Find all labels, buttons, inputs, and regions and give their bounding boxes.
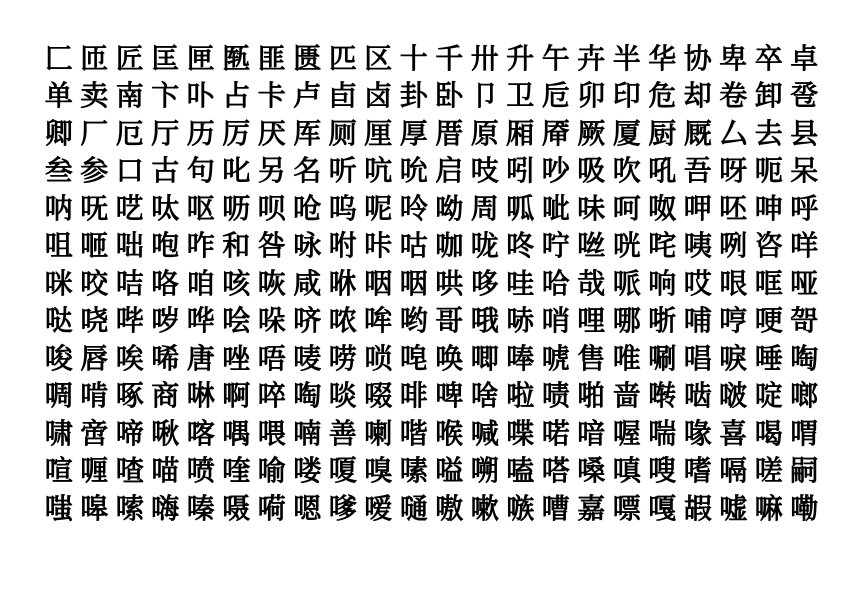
glyph-cell: 嗟 <box>754 454 783 488</box>
glyph-cell: 哚 <box>257 304 286 338</box>
glyph-cell: 危 <box>648 79 677 113</box>
glyph-cell: 呜 <box>328 191 357 225</box>
glyph-cell: 吼 <box>648 154 677 188</box>
glyph-cell: 哑 <box>790 266 819 300</box>
glyph-cell: 厉 <box>222 116 251 150</box>
glyph-cell: 呢 <box>364 191 393 225</box>
glyph-cell: 啼 <box>115 416 144 450</box>
glyph-cell: 喉 <box>435 416 464 450</box>
glyph-cell: 哓 <box>80 304 109 338</box>
glyph-cell: 厍 <box>293 116 322 150</box>
glyph-cell: 咛 <box>541 229 570 263</box>
glyph-cell: 卯 <box>577 79 606 113</box>
glyph-cell: 呛 <box>293 191 322 225</box>
glyph-cell: 匚 <box>44 41 73 75</box>
glyph-cell: 唳 <box>719 341 748 375</box>
glyph-cell: 厄 <box>115 116 144 150</box>
glyph-cell: 啥 <box>470 379 499 413</box>
glyph-cell: 卦 <box>399 79 428 113</box>
glyph-cell: 味 <box>577 191 606 225</box>
glyph-cell: 哦 <box>470 304 499 338</box>
glyph-cell: 厣 <box>541 116 570 150</box>
glyph-cell: 和 <box>222 229 251 263</box>
glyph-cell: 卑 <box>719 41 748 75</box>
glyph-cell: 吸 <box>577 154 606 188</box>
glyph-cell: 咨 <box>754 229 783 263</box>
glyph-cell: 吲 <box>506 154 535 188</box>
glyph-cell: 咂 <box>80 229 109 263</box>
glyph-cell: 呀 <box>719 154 748 188</box>
glyph-cell: 匹 <box>328 41 357 75</box>
glyph-cell: 嗓 <box>577 454 606 488</box>
glyph-cell: 卢 <box>293 79 322 113</box>
glyph-cell: 喀 <box>186 416 215 450</box>
glyph-cell: 哄 <box>435 266 464 300</box>
glyph-cell: 咱 <box>186 266 215 300</box>
glyph-cell: 哒 <box>44 304 73 338</box>
glyph-cell: 咏 <box>293 229 322 263</box>
glyph-cell: 启 <box>435 154 464 188</box>
glyph-cell: 卧 <box>435 79 464 113</box>
glyph-cell: 哺 <box>683 304 712 338</box>
glyph-cell: 厕 <box>328 116 357 150</box>
glyph-cell: 啵 <box>719 379 748 413</box>
glyph-cell: 喧 <box>44 454 73 488</box>
glyph-cell: 啃 <box>80 379 109 413</box>
glyph-cell: 叱 <box>222 154 251 188</box>
glyph-cell: 啪 <box>577 379 606 413</box>
glyph-cell: 咆 <box>151 229 180 263</box>
glyph-cell: 卣 <box>328 79 357 113</box>
glyph-cell: 去 <box>754 116 783 150</box>
glyph-cell: 呲 <box>541 191 570 225</box>
glyph-cell: 喑 <box>577 416 606 450</box>
glyph-cell: 单 <box>44 79 73 113</box>
glyph-cell: 升 <box>506 41 535 75</box>
glyph-cell: 啉 <box>186 379 215 413</box>
glyph-cell: 咣 <box>612 229 641 263</box>
glyph-cell: 商 <box>151 379 180 413</box>
glyph-cell: 喵 <box>151 454 180 488</box>
glyph-cell: 咩 <box>790 229 819 263</box>
glyph-cell: 啕 <box>293 379 322 413</box>
glyph-cell: 唪 <box>506 341 535 375</box>
glyph-grid <box>41 40 821 528</box>
glyph-cell: 唇 <box>80 341 109 375</box>
glyph-cell: 占 <box>222 79 251 113</box>
glyph-cell: 咋 <box>186 229 215 263</box>
glyph-cell: 啦 <box>506 379 535 413</box>
glyph-cell: 另 <box>257 154 286 188</box>
glyph-cell: 呸 <box>719 191 748 225</box>
glyph-cell: 喝 <box>754 416 783 450</box>
glyph-cell: 古 <box>151 154 180 188</box>
glyph-cell: 厶 <box>719 116 748 150</box>
glyph-cell: 哪 <box>612 304 641 338</box>
glyph-cell: 听 <box>328 154 357 188</box>
glyph-cell: 嗖 <box>648 454 677 488</box>
glyph-cell: 嗜 <box>683 454 712 488</box>
glyph-cell: 呷 <box>683 191 712 225</box>
glyph-cell: 嘏 <box>683 491 712 525</box>
glyph-cell: 卓 <box>790 41 819 75</box>
glyph-cell: 嘘 <box>719 491 748 525</box>
glyph-cell: 卸 <box>754 79 783 113</box>
glyph-cell: 嘈 <box>541 491 570 525</box>
glyph-cell: 咀 <box>44 229 73 263</box>
glyph-cell: 卟 <box>186 79 215 113</box>
glyph-cell: 唱 <box>683 341 712 375</box>
glyph-cell: 咽 <box>364 266 393 300</box>
glyph-cell: 哕 <box>151 304 180 338</box>
glyph-cell: 哌 <box>612 266 641 300</box>
glyph-cell: 原 <box>470 116 499 150</box>
glyph-cell: 卺 <box>790 79 819 113</box>
glyph-cell: 口 <box>115 154 144 188</box>
glyph-cell: 嘌 <box>612 491 641 525</box>
glyph-cell: 咻 <box>328 266 357 300</box>
glyph-cell: 嗪 <box>186 491 215 525</box>
glyph-cell: 参 <box>80 154 109 188</box>
glyph-cell: 嗨 <box>151 491 180 525</box>
glyph-cell: 哗 <box>186 304 215 338</box>
glyph-cell: 嗔 <box>612 454 641 488</box>
glyph-cell: 卷 <box>719 79 748 113</box>
glyph-cell: 匦 <box>222 41 251 75</box>
glyph-cell: 卤 <box>364 79 393 113</box>
glyph-cell: 厩 <box>683 116 712 150</box>
glyph-cell: 厨 <box>648 116 677 150</box>
glyph-cell: 咯 <box>151 266 180 300</box>
glyph-cell: 哏 <box>719 266 748 300</box>
glyph-cell: 卞 <box>151 79 180 113</box>
glyph-cell: 嗥 <box>80 491 109 525</box>
glyph-cell: 啊 <box>222 379 251 413</box>
glyph-cell: 嗷 <box>435 491 464 525</box>
glyph-cell: 哿 <box>790 304 819 338</box>
glyph-cell: 嗑 <box>506 454 535 488</box>
glyph-cell: 千 <box>435 41 464 75</box>
glyph-cell: 啮 <box>683 379 712 413</box>
glyph-cell: 唯 <box>612 341 641 375</box>
glyph-cell: 南 <box>115 79 144 113</box>
glyph-cell: 嗒 <box>541 454 570 488</box>
glyph-cell: 唣 <box>399 341 428 375</box>
glyph-cell: 咳 <box>222 266 251 300</box>
glyph-cell: 十 <box>399 41 428 75</box>
glyph-cell: 啸 <box>44 416 73 450</box>
glyph-cell: 唤 <box>435 341 464 375</box>
glyph-cell: 唑 <box>222 341 251 375</box>
glyph-cell: 嗫 <box>222 491 251 525</box>
glyph-cell: 嗄 <box>328 454 357 488</box>
glyph-cell: 唠 <box>328 341 357 375</box>
glyph-cell: 咬 <box>80 266 109 300</box>
glyph-cell: 卿 <box>44 116 73 150</box>
glyph-cell: 哇 <box>506 266 535 300</box>
glyph-cell: 嗽 <box>470 491 499 525</box>
glyph-cell: 嗲 <box>328 491 357 525</box>
glyph-cell: 哝 <box>328 304 357 338</box>
glyph-cell: 啡 <box>399 379 428 413</box>
glyph-cell: 唰 <box>648 341 677 375</box>
glyph-cell: 卖 <box>80 79 109 113</box>
glyph-cell: 啻 <box>80 416 109 450</box>
glyph-cell: 吭 <box>364 154 393 188</box>
glyph-cell: 喃 <box>293 416 322 450</box>
glyph-cell: 嗅 <box>364 454 393 488</box>
glyph-cell: 厥 <box>577 116 606 150</box>
glyph-cell: 咦 <box>683 229 712 263</box>
glyph-cell: 协 <box>683 41 712 75</box>
glyph-cell: 厅 <box>151 116 180 150</box>
glyph-cell: 售 <box>577 341 606 375</box>
glyph-cell: 区 <box>364 41 393 75</box>
glyph-cell: 哜 <box>293 304 322 338</box>
glyph-cell: 嗤 <box>44 491 73 525</box>
glyph-cell: 唾 <box>754 341 783 375</box>
glyph-cell: 却 <box>683 79 712 113</box>
glyph-cell: 咴 <box>257 266 286 300</box>
glyph-cell: 嗉 <box>399 454 428 488</box>
glyph-cell: 咧 <box>719 229 748 263</box>
glyph-cell: 唬 <box>541 341 570 375</box>
glyph-cell: 啤 <box>435 379 464 413</box>
glyph-cell: 喊 <box>470 416 499 450</box>
glyph-cell: 善 <box>328 416 357 450</box>
glyph-cell: 厚 <box>399 116 428 150</box>
glyph-cell: 匝 <box>80 41 109 75</box>
glyph-cell: 喇 <box>364 416 393 450</box>
glyph-cell: 哉 <box>577 266 606 300</box>
glyph-cell: 哨 <box>541 304 570 338</box>
glyph-cell: 咚 <box>506 229 535 263</box>
glyph-cell: 呐 <box>44 191 73 225</box>
glyph-cell: 啖 <box>328 379 357 413</box>
glyph-cell: 喏 <box>541 416 570 450</box>
glyph-cell: 哔 <box>115 304 144 338</box>
glyph-cell: 呻 <box>754 191 783 225</box>
glyph-cell: 喔 <box>612 416 641 450</box>
glyph-cell: 唏 <box>151 341 180 375</box>
glyph-cell: 周 <box>470 191 499 225</box>
glyph-cell: 喹 <box>222 454 251 488</box>
glyph-cell: 喽 <box>293 454 322 488</box>
glyph-cell: 唛 <box>293 341 322 375</box>
glyph-cell: 哼 <box>719 304 748 338</box>
glyph-cell: 匣 <box>186 41 215 75</box>
glyph-cell: 唉 <box>115 341 144 375</box>
glyph-cell: 吵 <box>541 154 570 188</box>
glyph-cell: 半 <box>612 41 641 75</box>
glyph-cell: 县 <box>790 116 819 150</box>
glyph-cell: 哳 <box>648 304 677 338</box>
glyph-cell: 卩 <box>470 79 499 113</box>
glyph-cell: 喜 <box>719 416 748 450</box>
glyph-cell: 喂 <box>257 416 286 450</box>
glyph-cell: 嗯 <box>293 491 322 525</box>
glyph-cell: 厌 <box>257 116 286 150</box>
glyph-cell: 啶 <box>754 379 783 413</box>
glyph-cell: 嗳 <box>364 491 393 525</box>
glyph-cell: 呼 <box>790 191 819 225</box>
glyph-cell: 咪 <box>44 266 73 300</box>
glyph-cell: 嗬 <box>257 491 286 525</box>
glyph-cell: 呕 <box>186 191 215 225</box>
glyph-cell: 呒 <box>80 191 109 225</box>
glyph-cell: 呓 <box>115 191 144 225</box>
glyph-cell: 哧 <box>506 304 535 338</box>
glyph-cell: 呱 <box>506 191 535 225</box>
glyph-cell: 厝 <box>435 116 464 150</box>
glyph-cell: 咤 <box>648 229 677 263</box>
glyph-cell: 句 <box>186 154 215 188</box>
glyph-cell: 卅 <box>470 41 499 75</box>
glyph-cell: 唢 <box>364 341 393 375</box>
glyph-cell: 唆 <box>44 341 73 375</box>
glyph-cell: 历 <box>186 116 215 150</box>
glyph-cell: 嗣 <box>790 454 819 488</box>
glyph-cell: 喙 <box>683 416 712 450</box>
glyph-cell: 哽 <box>754 304 783 338</box>
glyph-cell: 厂 <box>80 116 109 150</box>
glyph-cell: 唔 <box>257 341 286 375</box>
glyph-cell: 咭 <box>115 266 144 300</box>
glyph-cell: 哟 <box>399 304 428 338</box>
glyph-cell: 啄 <box>115 379 144 413</box>
glyph-cell: 名 <box>293 154 322 188</box>
glyph-cell: 啬 <box>612 379 641 413</box>
glyph-cell: 嗝 <box>719 454 748 488</box>
glyph-cell: 匮 <box>293 41 322 75</box>
glyph-cell: 喈 <box>399 416 428 450</box>
glyph-cell: 厢 <box>506 116 535 150</box>
glyph-cell: 哥 <box>435 304 464 338</box>
glyph-cell: 呔 <box>151 191 180 225</box>
glyph-cell: 呶 <box>648 191 677 225</box>
glyph-cell: 咙 <box>470 229 499 263</box>
glyph-cell: 咔 <box>364 229 393 263</box>
glyph-cell: 咐 <box>328 229 357 263</box>
glyph-cell: 哩 <box>577 304 606 338</box>
glyph-cell: 嘞 <box>790 491 819 525</box>
glyph-cell: 哙 <box>222 304 251 338</box>
glyph-cell: 卮 <box>541 79 570 113</box>
glyph-cell: 吱 <box>470 154 499 188</box>
glyph-cell: 卒 <box>754 41 783 75</box>
glyph-cell: 喋 <box>506 416 535 450</box>
glyph-cell: 嗵 <box>399 491 428 525</box>
glyph-cell: 咸 <box>293 266 322 300</box>
glyph-cell: 喷 <box>186 454 215 488</box>
glyph-cell: 卫 <box>506 79 535 113</box>
glyph-cell: 吹 <box>612 154 641 188</box>
glyph-cell: 呃 <box>754 154 783 188</box>
glyph-cell: 匠 <box>115 41 144 75</box>
glyph-cell: 咽 <box>399 266 428 300</box>
glyph-cell: 喟 <box>790 416 819 450</box>
glyph-cell: 唧 <box>470 341 499 375</box>
glyph-cell: 咎 <box>257 229 286 263</box>
glyph-cell: 哈 <box>541 266 570 300</box>
glyph-cell: 响 <box>648 266 677 300</box>
glyph-cell: 厦 <box>612 116 641 150</box>
glyph-cell: 呖 <box>222 191 251 225</box>
glyph-cell: 嗾 <box>506 491 535 525</box>
glyph-cell: 喁 <box>222 416 251 450</box>
glyph-cell: 喘 <box>648 416 677 450</box>
glyph-cell: 咖 <box>435 229 464 263</box>
glyph-cell: 哎 <box>683 266 712 300</box>
glyph-cell: 嗍 <box>470 454 499 488</box>
glyph-cell: 呦 <box>435 191 464 225</box>
glyph-cell: 印 <box>612 79 641 113</box>
glyph-cell: 匪 <box>257 41 286 75</box>
glyph-cell: 哐 <box>754 266 783 300</box>
glyph-cell: 午 <box>541 41 570 75</box>
glyph-cell: 厘 <box>364 116 393 150</box>
glyph-cell: 呵 <box>612 191 641 225</box>
glyph-cell: 呆 <box>790 154 819 188</box>
glyph-cell: 啧 <box>541 379 570 413</box>
glyph-cell: 啾 <box>151 416 180 450</box>
glyph-cell: 吮 <box>399 154 428 188</box>
glyph-cell: 啭 <box>648 379 677 413</box>
glyph-cell: 嗦 <box>115 491 144 525</box>
glyph-cell: 咕 <box>399 229 428 263</box>
glyph-cell: 吾 <box>683 154 712 188</box>
glyph-cell: 啷 <box>790 379 819 413</box>
glyph-cell: 喻 <box>257 454 286 488</box>
glyph-cell: 嘉 <box>577 491 606 525</box>
glyph-cell: 咝 <box>577 229 606 263</box>
glyph-cell: 啜 <box>364 379 393 413</box>
glyph-cell: 唐 <box>186 341 215 375</box>
glyph-cell: 哞 <box>364 304 393 338</box>
glyph-cell: 卉 <box>577 41 606 75</box>
glyph-cell: 啁 <box>44 379 73 413</box>
glyph-cell: 呗 <box>257 191 286 225</box>
glyph-cell: 嗌 <box>435 454 464 488</box>
glyph-cell: 卡 <box>257 79 286 113</box>
glyph-cell: 嘛 <box>754 491 783 525</box>
glyph-cell: 咄 <box>115 229 144 263</box>
glyph-cell: 匡 <box>151 41 180 75</box>
glyph-cell: 啐 <box>257 379 286 413</box>
glyph-cell: 叁 <box>44 154 73 188</box>
glyph-cell: 哆 <box>470 266 499 300</box>
glyph-cell: 华 <box>648 41 677 75</box>
glyph-cell: 喳 <box>115 454 144 488</box>
glyph-cell: 嘎 <box>648 491 677 525</box>
glyph-cell: 啕 <box>790 341 819 375</box>
glyph-cell: 喱 <box>80 454 109 488</box>
glyph-cell: 呤 <box>399 191 428 225</box>
